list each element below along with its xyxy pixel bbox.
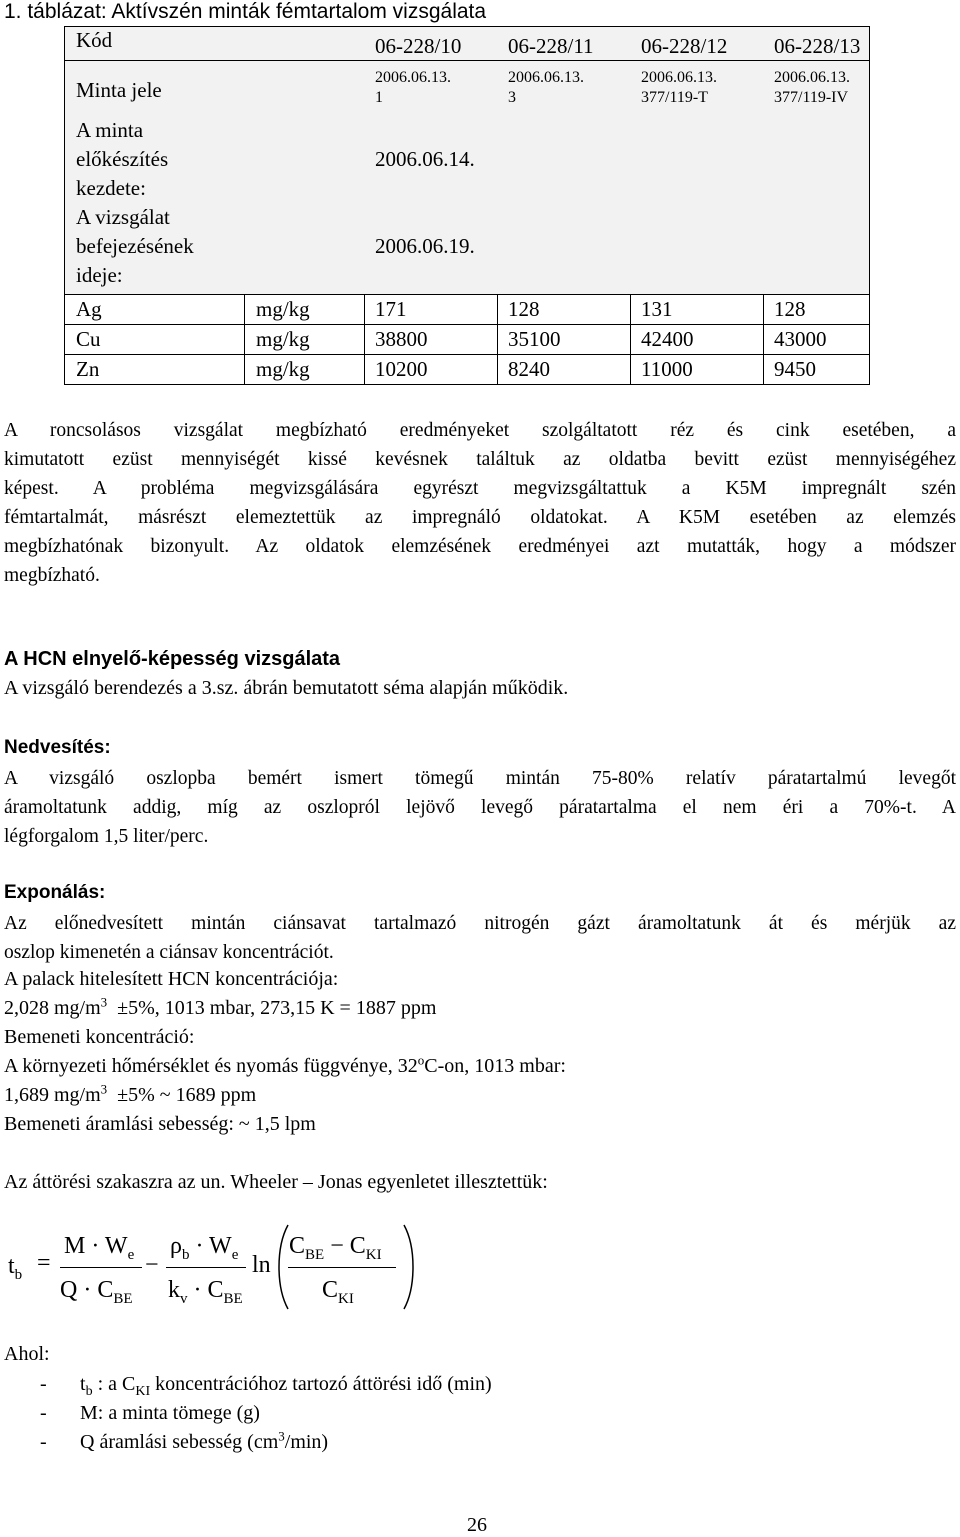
befejezes-value: 2006.06.19.	[375, 234, 475, 258]
table-cell: 9450	[774, 357, 816, 381]
formula-ln: ln	[252, 1252, 271, 1278]
table-caption: 1. táblázat: Aktívszén minták fémtartalom vizsgálata	[4, 0, 487, 23]
formula-lhs: $t_b$	[8, 1253, 23, 1283]
page-number: 26	[467, 1514, 487, 1536]
ahol-label: Ahol:	[4, 1343, 50, 1365]
table-cell: 131	[641, 297, 673, 321]
table-cell: 38800	[375, 327, 428, 351]
table-cell: 128	[508, 297, 540, 321]
table-cell: 11000	[641, 357, 693, 381]
list-item-tb: $t_b$ : a $C_{KI}$ koncentrációhoz tartozó áttörési idő (min)	[80, 1373, 492, 1399]
table-cell: 171	[375, 297, 407, 321]
palack-label: A palack hitelesített HCN koncentrációja:	[4, 968, 339, 990]
kod-value-4: 06-228/13	[774, 34, 861, 58]
nedvesites-text: A vizsgáló oszlopba bemért ismert tömegű mintán 75-80% relatív páratartalmú levegőt áramoltatunk addig, míg az oszlopról lejövő levegő páratartalma el nem éri a 70%-t. A légforgalom 1,5 liter/perc.	[4, 768, 956, 847]
elokeszites-value: 2006.06.14.	[375, 147, 475, 171]
bemeneti-label: Bemeneti koncentráció:	[4, 1026, 195, 1048]
wheeler-line: Az áttörési szakaszra az un. Wheeler – Jonas egyenletet illesztettük:	[4, 1171, 548, 1193]
kod-value-2: 06-228/11	[508, 34, 594, 58]
exponalas-text: Az előnedvesített mintán ciánsavat tartalmazó nitrogén gázt áramoltatunk át és mérjük az oszlop kimenetén a ciánsav koncentrációt.	[4, 913, 956, 963]
paragraph-results: A roncsolásos vizsgálat megbízható eredményeket szolgáltatott réz és cink esetében, a kimutatott ezüst mennyiségét kissé kevésnek találtuk az oldatba bevitt ezüst mennyiségéhez képest. A probléma megvizsgálására egyrészt megvizsgáltattuk a K5M impregnált szén fémtartalmát, másrészt elemeztettük az impregnáló oldatokat. A K5M esetében az elemzés megbízhatónak bizonyult. Az oldatok elemzésének eredményei azt mutatták, hogy a módszer megbízható.	[4, 420, 956, 586]
table-cell: 8240	[508, 357, 550, 381]
befejezes-label: A vizsgálat befejezésének ideje:	[76, 205, 194, 287]
minta-value-2: 2006.06.13. 3	[508, 69, 584, 106]
formula-f3-num: $C_{BE} - C_{KI}$	[289, 1233, 382, 1263]
elokeszites-label: A minta előkészítés kezdete:	[76, 118, 169, 200]
formula-f2-den: $k_v \cdot C_{BE}$	[168, 1277, 243, 1307]
table-cell: 128	[774, 297, 806, 321]
palack-value: 2,028 $mg/m^3 \pm 5\%$, 1013 mbar, 273,15 K = 1887 ppm	[4, 994, 437, 1019]
formula-f2-num: $\rho_b \cdot W_e$	[170, 1233, 239, 1263]
minta-label: Minta jele	[76, 78, 162, 102]
table-row-zn-unit: mg/kg	[256, 357, 310, 381]
formula-f3-den: $C_{KI}$	[322, 1277, 354, 1307]
hcn-heading: A HCN elnyelő-képesség vizsgálata	[4, 648, 341, 670]
list-item-m: M: a minta tömege (g)	[80, 1402, 260, 1424]
kornyezeti-line: A környezeti hőmérséklet és nyomás függvénye, 32$^o$C-on, 1013 mbar:	[4, 1052, 566, 1077]
table-cell: 43000	[774, 327, 827, 351]
minta-value-4: 2006.06.13. 377/119-IV	[774, 69, 850, 106]
table-row-cu-element: Cu	[76, 327, 101, 351]
table-row-cu-unit: mg/kg	[256, 327, 310, 351]
formula-f1-num: $M \cdot W_e$	[64, 1233, 135, 1263]
list-dash: -	[40, 1431, 47, 1453]
formula-f1-den: $Q \cdot C_{BE}$	[60, 1277, 133, 1307]
hcn-intro: A vizsgáló berendezés a 3.sz. ábrán bemutatott séma alapján működik.	[4, 677, 569, 699]
metal-content-table	[64, 26, 870, 385]
table-cell: 35100	[508, 327, 561, 351]
list-dash: -	[40, 1373, 47, 1395]
kod-value-1: 06-228/10	[375, 34, 462, 58]
kod-value-3: 06-228/12	[641, 34, 728, 58]
kod-label: Kód	[76, 28, 113, 52]
aramlas-line: Bemeneti áramlási sebesség: ~ 1,5 lpm	[4, 1113, 316, 1135]
table-cell: 42400	[641, 327, 694, 351]
exponalas-heading: Exponálás:	[4, 882, 106, 903]
minta-value-1: 2006.06.13. 1	[375, 69, 451, 106]
formula-minus: −	[145, 1252, 159, 1278]
table-row-ag-element: Ag	[76, 297, 102, 321]
table-cell: 10200	[375, 357, 428, 381]
bemeneti-value: 1,689 $mg/m^3 \pm 5\%$ ~ 1689 ppm	[4, 1081, 257, 1106]
table-row-zn-element: Zn	[76, 357, 100, 381]
table-row-ag-unit: mg/kg	[256, 297, 310, 321]
minta-value-3: 2006.06.13. 377/119-T	[641, 69, 717, 106]
list-item-q: Q áramlási sebesség $(cm^3/\min)$	[80, 1428, 329, 1453]
nedvesites-heading: Nedvesítés:	[4, 737, 111, 758]
list-dash: -	[40, 1402, 47, 1424]
formula-eq: =	[37, 1250, 51, 1276]
